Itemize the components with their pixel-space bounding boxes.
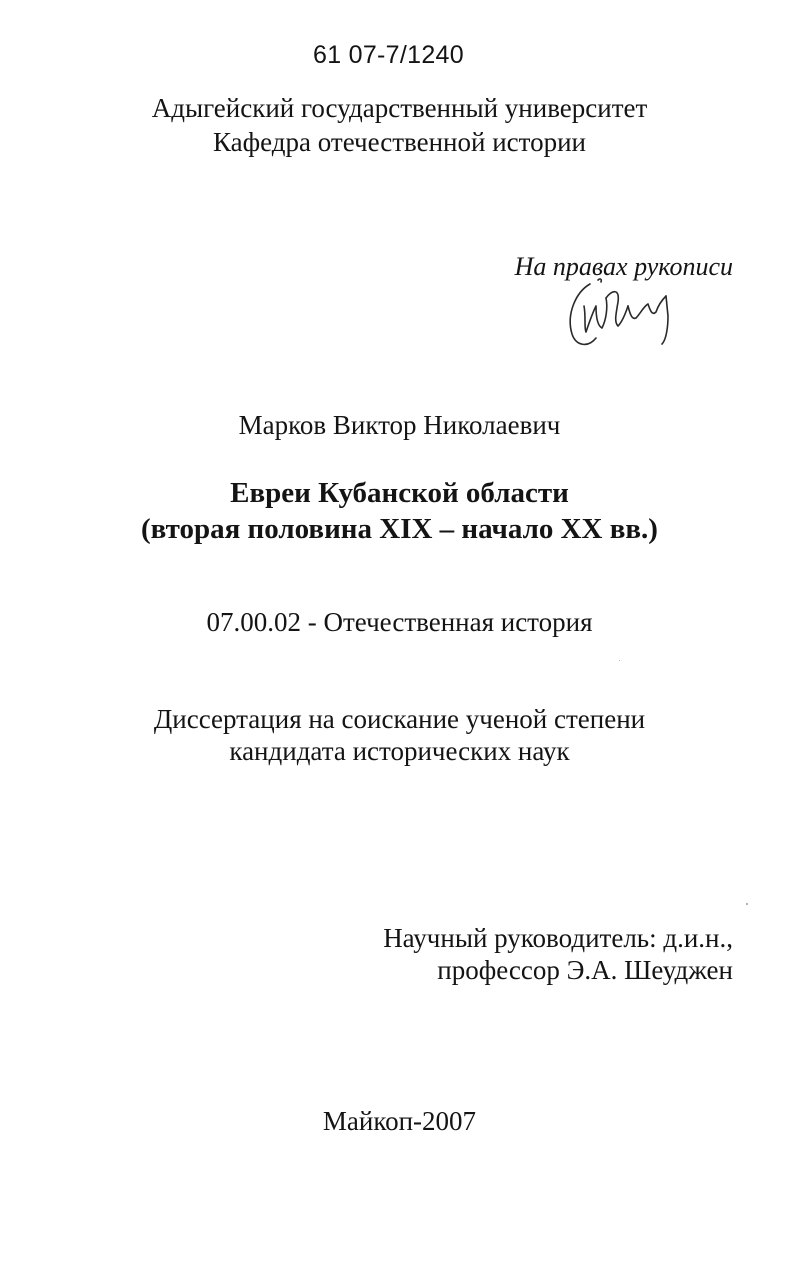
thesis-title-line-1: Евреи Кубанской области — [230, 477, 569, 509]
handwritten-signature — [562, 276, 682, 356]
university-name: Адыгейский государственный университет — [151, 93, 648, 123]
author-name: Марков Виктор Николаевич — [238, 410, 561, 440]
manuscript-rights-note: На правах рукописи — [514, 252, 733, 281]
dissertation-purpose-line-2: кандидата исторических наук — [229, 736, 570, 766]
specialty-code: 07.00.02 - Отечественная история — [206, 607, 593, 637]
city-year: Майкоп-2007 — [322, 1106, 477, 1136]
thesis-title-line-2: (вторая половина XIX – начало XX вв.) — [141, 513, 658, 545]
advisor-line-2: профессор Э.А. Шеуджен — [437, 955, 733, 985]
archive-code: 61 07-7/1240 — [313, 41, 464, 69]
advisor-line-1: Научный руководитель: д.и.н., — [383, 923, 733, 953]
dissertation-purpose-line-1: Диссертация на соискание ученой степени — [153, 704, 646, 734]
scan-speck — [746, 903, 748, 905]
scan-speck — [619, 660, 620, 661]
department-name: Кафедра отечественной истории — [213, 127, 586, 157]
